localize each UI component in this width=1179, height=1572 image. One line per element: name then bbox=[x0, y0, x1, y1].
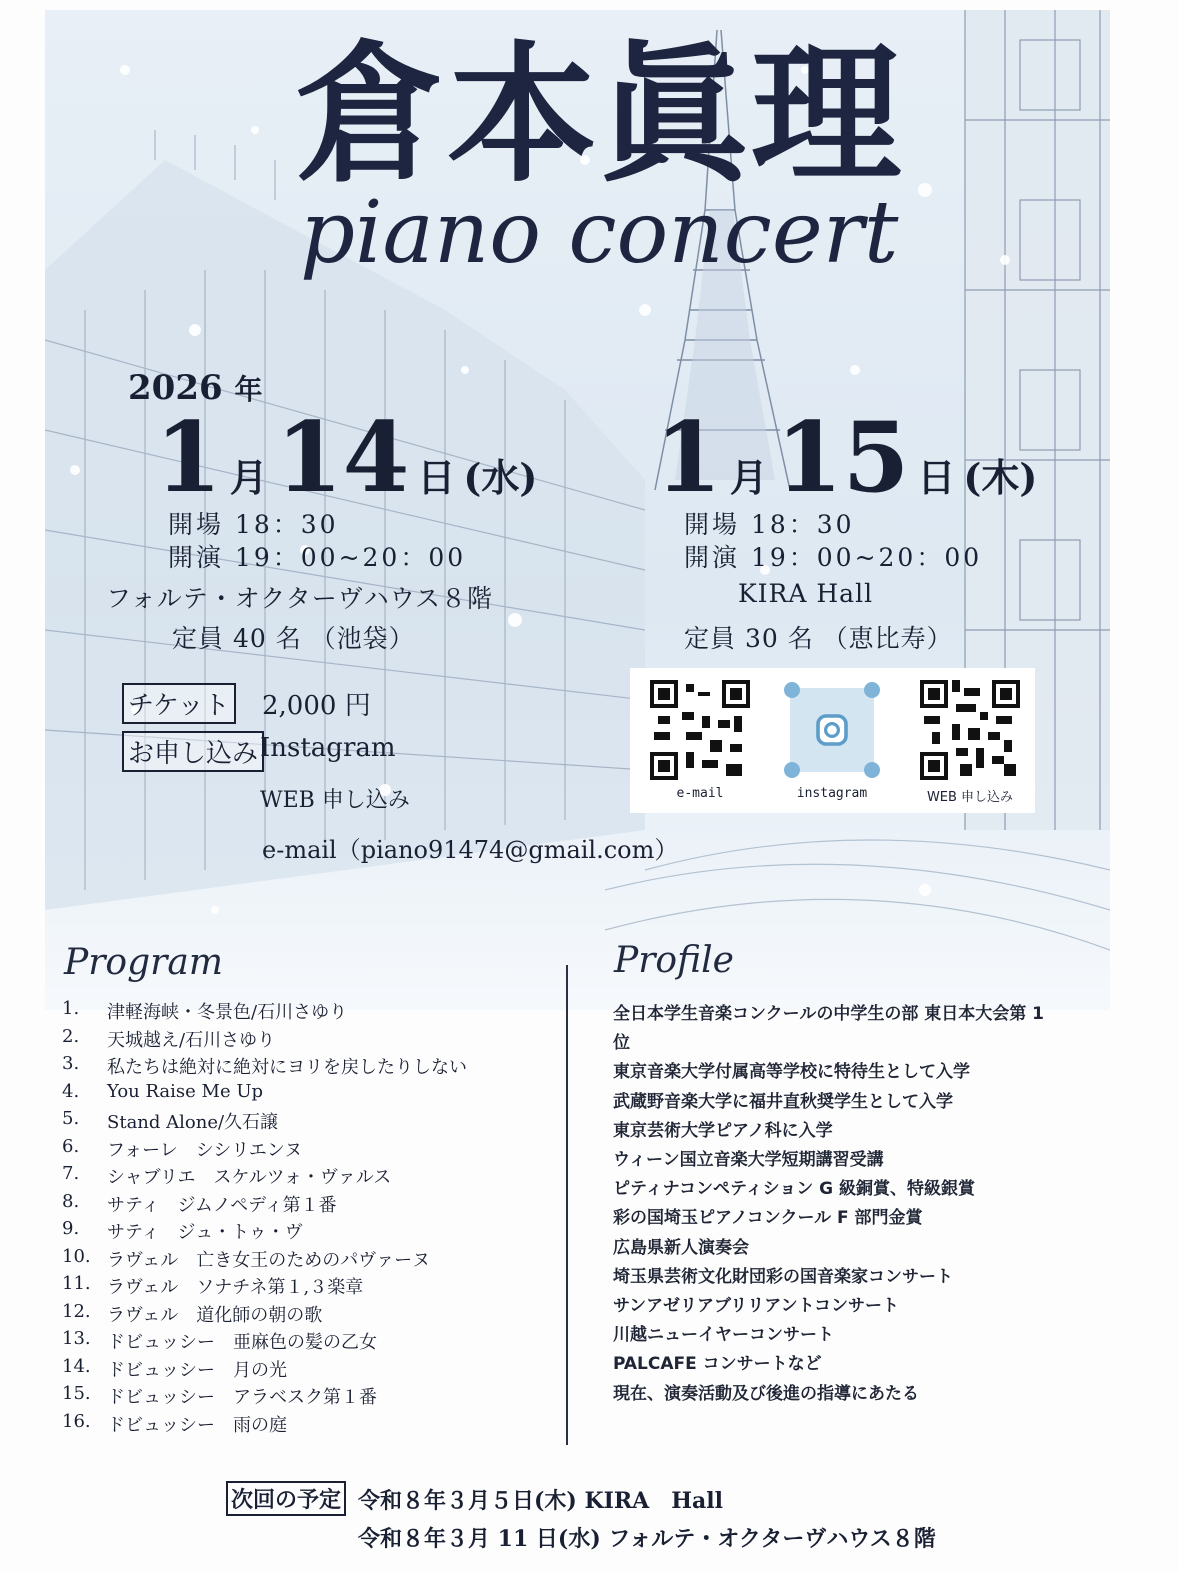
profile-item: 位 bbox=[613, 1033, 630, 1054]
program-item-title: サティ ジュ・トゥ・ヴ bbox=[107, 1222, 303, 1243]
profile-item: PALCAFE コンサートなど bbox=[613, 1354, 822, 1375]
qr-code-panel bbox=[630, 668, 1035, 813]
program-item bbox=[62, 1411, 562, 1439]
profile-item: ウィーン国立音楽大学短期講習受講 bbox=[613, 1150, 884, 1171]
program-item-number: 5. bbox=[62, 1108, 80, 1129]
apply-web[interactable]: WEB 申し込み bbox=[260, 788, 410, 813]
program-item-number: 4. bbox=[62, 1080, 80, 1102]
program-list bbox=[62, 998, 562, 1438]
program-item bbox=[62, 1108, 562, 1136]
profile-item: 東京芸術大学ピアノ科に入学 bbox=[613, 1120, 833, 1141]
program-item-title: ドビュッシー 雨の庭 bbox=[107, 1414, 287, 1436]
program-item-title: シャブリエ スケルツォ・ヴァルス bbox=[107, 1167, 392, 1188]
program-item bbox=[62, 1053, 562, 1081]
program-item bbox=[62, 1026, 562, 1054]
program-item-number: 16. bbox=[62, 1410, 91, 1432]
program-heading: Program bbox=[64, 942, 223, 983]
program-item-title: 津軽海峡・冬景色/石川さゆり bbox=[107, 1002, 348, 1023]
next-schedule-label: 次回の予定 bbox=[226, 1481, 346, 1516]
qr-caption-web: WEB 申し込み bbox=[926, 790, 1014, 805]
web-qr-code-icon[interactable] bbox=[920, 680, 1020, 780]
program-item bbox=[62, 1191, 562, 1219]
email-qr-code-icon[interactable] bbox=[650, 680, 750, 780]
qr-caption-email: e-mail bbox=[676, 786, 724, 801]
program-item-title: サティ ジムノペディ第１番 bbox=[107, 1194, 337, 1216]
year-unit: 年 bbox=[234, 373, 263, 406]
profile-item: 全日本学生音楽コンクールの中学生の部 東日本大会第 1 bbox=[613, 1004, 1044, 1024]
program-item-number: 3. bbox=[62, 1053, 80, 1074]
profile-item: 川越ニューイヤーコンサート bbox=[613, 1325, 834, 1346]
program-item-number: 11. bbox=[62, 1273, 91, 1294]
profile-item: 彩の国埼玉ピアノコンクール F 部門金賞 bbox=[613, 1208, 923, 1229]
profile-item: 埼玉県芸術文化財団彩の国音楽家コンサート bbox=[613, 1266, 953, 1287]
next-schedule-line-2: 令和８年３月 11 日(水) フォルテ・オクターヴハウス８階 bbox=[358, 1526, 936, 1552]
program-item-number: 12. bbox=[62, 1300, 91, 1322]
show1-day: 14 bbox=[275, 401, 410, 514]
program-item-title: 私たちは絶対に絶対にヨリを戻したりしない bbox=[107, 1057, 467, 1078]
show2-weekday: (木) bbox=[963, 455, 1038, 500]
performer-name: 倉本眞理 bbox=[295, 27, 904, 203]
program-item-number: 1. bbox=[62, 998, 80, 1019]
concert-subtitle: piano concert bbox=[300, 183, 899, 283]
show1-venue: フォルテ・オクターヴハウス８階 bbox=[106, 584, 494, 613]
program-item-title: ドビュッシー 月の光 bbox=[107, 1359, 287, 1381]
show1-day-unit: 日 bbox=[417, 455, 456, 500]
program-item-title: ドビュッシー アラベスク第１番 bbox=[107, 1387, 377, 1408]
profile-item: サンアゼリアブリリアントコンサート bbox=[613, 1296, 899, 1317]
show1-doors: 開場 18：30 bbox=[168, 510, 339, 539]
program-item bbox=[62, 1328, 562, 1356]
program-item bbox=[62, 998, 562, 1026]
show2-doors: 開場 18：30 bbox=[684, 510, 855, 539]
show2-day-unit: 日 bbox=[917, 455, 956, 500]
show2-month: 1 bbox=[655, 401, 722, 514]
show2-month-unit: 月 bbox=[729, 455, 768, 500]
apply-instagram[interactable]: Instagram bbox=[260, 733, 396, 763]
show2-capacity: 定員 30 名 （恵比寿） bbox=[684, 624, 953, 653]
program-item bbox=[62, 1136, 562, 1164]
apply-label: お申し込み bbox=[122, 731, 264, 772]
program-item bbox=[62, 1246, 562, 1274]
program-item-title: ラヴェル ソナチネ第１,３楽章 bbox=[107, 1277, 364, 1298]
show2-venue: KIRA Hall bbox=[738, 579, 874, 608]
show2-day: 15 bbox=[775, 401, 910, 514]
profile-item: 広島県新人演奏会 bbox=[613, 1237, 749, 1258]
column-divider bbox=[566, 965, 568, 1445]
profile-item: 武蔵野音楽大学に福井直秋奨学生として入学 bbox=[613, 1091, 953, 1112]
profile-heading: Profile bbox=[614, 940, 734, 981]
program-item-number: 13. bbox=[62, 1328, 91, 1349]
program-item-title: ドビュッシー 亜麻色の髪の乙女 bbox=[107, 1332, 377, 1353]
program-item-number: 10. bbox=[62, 1245, 91, 1267]
show1-weekday: (水) bbox=[463, 455, 538, 500]
program-item-title: ラヴェル 道化師の朝の歌 bbox=[107, 1304, 323, 1326]
program-item bbox=[62, 1273, 562, 1301]
profile-item: 現在、演奏活動及び後進の指導にあたる bbox=[613, 1383, 919, 1404]
program-item bbox=[62, 1163, 562, 1191]
program-item-number: 9. bbox=[62, 1218, 80, 1239]
apply-email[interactable]: e-mail（piano91474@gmail.com） bbox=[262, 836, 679, 864]
show1-month: 1 bbox=[155, 401, 222, 514]
show1-capacity: 定員 40 名 （池袋） bbox=[172, 624, 415, 653]
program-item-number: 8. bbox=[62, 1190, 80, 1212]
show1-date bbox=[155, 401, 545, 514]
profile-item: 東京音楽大学付属高等学校に特待生として入学 bbox=[613, 1062, 970, 1083]
year-value: 2026 bbox=[128, 368, 223, 408]
program-item-title: You Raise Me Up bbox=[107, 1080, 264, 1102]
show1-start: 開演 19：00~20：00 bbox=[168, 543, 467, 572]
program-item-number: 15. bbox=[62, 1383, 91, 1404]
program-item-title: フォーレ シシリエンヌ bbox=[107, 1139, 303, 1161]
ticket-label: チケット bbox=[122, 683, 236, 724]
program-item-number: 7. bbox=[62, 1163, 80, 1184]
program-item bbox=[62, 1218, 562, 1246]
program-item bbox=[62, 1383, 562, 1411]
program-item-number: 6. bbox=[62, 1135, 80, 1157]
program-item bbox=[62, 1301, 562, 1329]
program-item-title: ラヴェル 亡き女王のためのパヴァーヌ bbox=[107, 1249, 431, 1271]
show1-month-unit: 月 bbox=[229, 455, 268, 500]
program-item-title: Stand Alone/久石譲 bbox=[107, 1112, 279, 1133]
next-schedule-line-1: 令和８年３月５日(木) KIRA Hall bbox=[358, 1488, 723, 1514]
program-item-number: 14. bbox=[62, 1355, 91, 1377]
program-item bbox=[62, 1356, 562, 1384]
ticket-price: 2,000 円 bbox=[262, 691, 371, 721]
profile-list bbox=[613, 1000, 1083, 1409]
program-item-number: 2. bbox=[62, 1025, 80, 1047]
program-item-title: 天城越え/石川さゆり bbox=[107, 1029, 276, 1051]
program-item bbox=[62, 1081, 562, 1109]
show2-start: 開演 19：00~20：00 bbox=[684, 543, 983, 572]
qr-caption-instagram: instagram bbox=[796, 786, 868, 801]
show2-date bbox=[655, 401, 1045, 514]
profile-item: ピティナコンペティション G 級銅賞、特級銀賞 bbox=[613, 1179, 976, 1200]
instagram-qr-code-icon[interactable] bbox=[782, 680, 882, 780]
